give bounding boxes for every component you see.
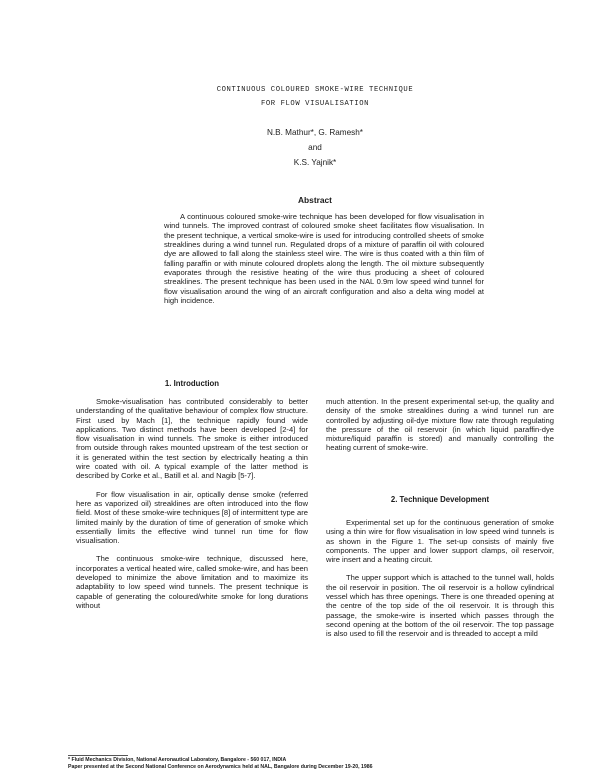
authors-line-1: N.B. Mathur*, G. Ramesh* [266,128,363,137]
paper-title-line-2: FOR FLOW VISUALISATION [260,100,370,108]
technique-paragraph-2: The upper support which is attached to the tunnel wall, holds the oil reservoir in position. The oil reservoir is a hollow cylindrical vessel which has three openings. There is one threaded opening at the centre of the top side of the oil reservoir. It is through this passage, the smoke-wire is inserted which passes through the second opening at the bottom of the oil reservoir. The top passage is also used to fill the reservoir and is threaded to accept a mild [326,573,554,639]
abstract-heading: Abstract [298,195,332,205]
abstract-body [164,212,484,305]
left-column [76,397,308,610]
intro-paragraph-1: Smoke-visualisation has contributed considerably to better understanding of the qualitative behaviour of complex flow structure. First used by Mach [1], the technique rapidly found wide applications. Two distinct methods have been developed [2-4] for flow visualisation in wind tunnels. The smoke is either introduced from outside through rakes mounted upstream of the test section or it is generated within the test section by electrically heating a thin wire coated with oil. A typical example of the latter method is described by Corke et al., Batill et al. and Nagib [5-7]. [76,397,308,481]
right-column-top [326,397,554,453]
footnote [68,757,568,771]
authors-and: and [308,143,322,152]
footnote-conference: Paper presented at the Second National Conference on Aerodynamics held at NAL, Bangalore during December 19-20, 1986 [68,764,373,770]
intro-paragraph-3: The continuous smoke-wire technique, discussed here, incorporates a vertical heated wire, called smoke-wire, and has been developed to minimize the above limitation and to maximize its adaptability to low speed wind tunnels. The present technique is capable of generating the coloured/white smoke for long durations without [76,554,308,610]
intro-paragraph-2: For flow visualisation in air, optically dense smoke (referred here as vaporized oil) streaklines are often introduced into the flow field. Most of these smoke-wire techniques [8] of intermittent type are limited mainly by the duration of time of generation of smoke which essentially limits the effective wind tunnel run time for flow visualisation. [76,489,308,546]
intro-continuation: much attention. In the present experimental set-up, the quality and density of the smoke streaklines during a wind tunnel run are controlled by adjusting oil-dye mixture flow rate through regulating the pressure of the oil reservoir (in which liquid paraffin-dye mixture/liquid paraffin is stored) and manually controlling the heating current of smoke-wire. [326,397,554,453]
abstract-text: A continuous coloured smoke-wire technique has been developed for flow visualisation in wind tunnels. The improved contrast of coloured smoke sheet facilitates flow visualisation. In the present technique, a vertical smoke-wire is used for introducing controlled sheets of smoke streaklines during a wind tunnel run. Regulated drops of a mixture of paraffin oil with coloured dye are allowed to fall along the stainless steel wire. The wire is thus coated with a thin film of falling paraffin or with minute coloured droplets along the length. The oil mixture subsequently evaporates through the resistive heating of the wire thus producing a sheet of coloured streaklines. The present technique has been used in the NAL 0.9m low speed wind tunnel for flow visualisation around the wing of an aircraft configuration and also a delta wing model at high incidence. [164,212,484,306]
footnote-rule [68,755,128,756]
right-column-bottom [326,518,554,639]
section-heading-introduction: 1. Introduction [164,379,220,388]
technique-paragraph-1: Experimental set up for the continuous generation of smoke using a thin wire for flow visualisation in low speed wind tunnels is as shown in the Figure 1. The set-up consists of mainly five components. The upper and lower support clamps, oil reservoir, wire insert and a heating circuit. [326,518,554,565]
footnote-affiliation: * Fluid Mechanics Division, National Aeronautical Laboratory, Bangalore - 560 017, INDIA [68,757,287,763]
paper-title-line-1: CONTINUOUS COLOURED SMOKE-WIRE TECHNIQUE [216,86,414,94]
section-heading-technique: 2. Technique Development [390,495,490,504]
authors-line-2: K.S. Yajnik* [293,158,337,167]
